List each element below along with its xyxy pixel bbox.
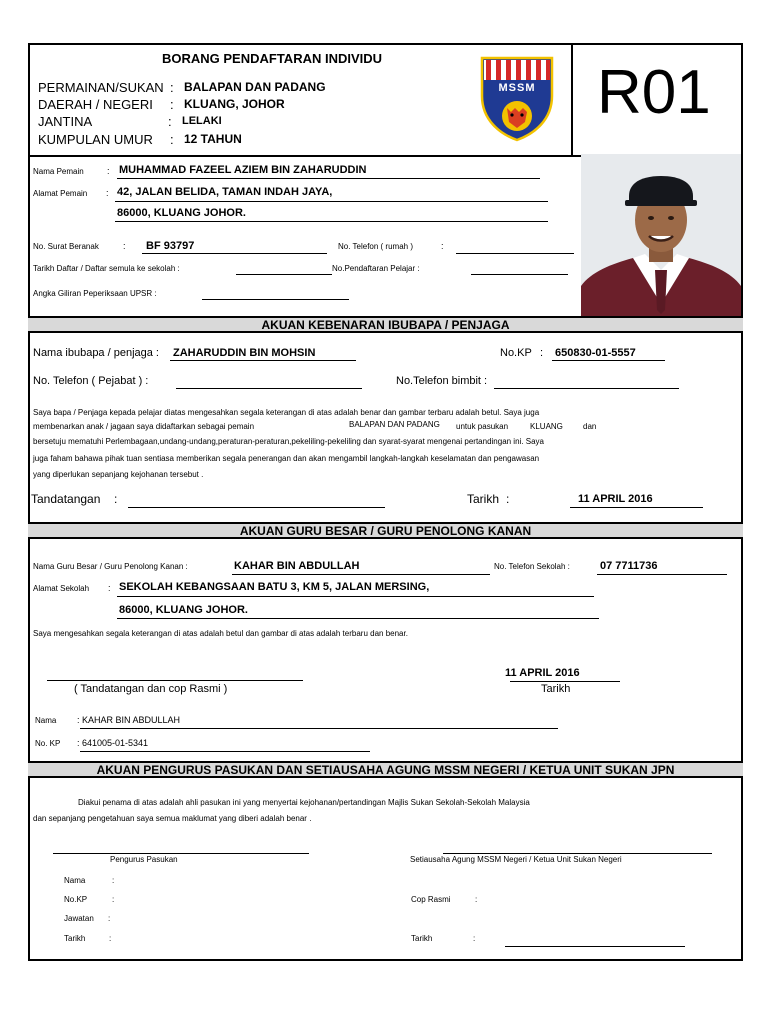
label-head-ic: No. KP bbox=[35, 739, 61, 748]
value-head-nama: : KAHAR BIN ABDULLAH bbox=[77, 715, 181, 725]
underline-school-address-1 bbox=[117, 596, 594, 597]
sep-birth-cert: : bbox=[123, 241, 126, 251]
value-pupil-address-1: 42, JALAN BELIDA, TAMAN INDAH JAYA, bbox=[117, 186, 333, 198]
label-manager-tarikh: Tarikh bbox=[64, 934, 86, 943]
label-manager-jawatan: Jawatan bbox=[64, 914, 94, 923]
sep-manager-tarikh: : bbox=[109, 934, 112, 943]
label-upsr: Angka Giliran Peperiksaan UPSR : bbox=[33, 289, 157, 298]
value-school-address-2: 86000, KLUANG JOHOR. bbox=[119, 604, 248, 616]
sep-pupil-name: : bbox=[107, 166, 110, 176]
underline-office-phone bbox=[176, 388, 362, 389]
parent-declaration-sport: BALAPAN DAN PADANG bbox=[349, 420, 440, 429]
value-head-ic: : 641005-01-5341 bbox=[77, 738, 149, 748]
parent-declaration-line-5: yang diperlukan sepanjang kejohanan tersebut . bbox=[33, 470, 204, 479]
sep-age-group: : bbox=[170, 132, 174, 147]
value-school-address-1: SEKOLAH KEBANGSAAN BATU 3, KM 5, JALAN MERSING, bbox=[119, 581, 430, 593]
underline-head-name bbox=[232, 574, 490, 575]
manager-caption: Pengurus Pasukan bbox=[110, 855, 178, 864]
underline-head-ic bbox=[80, 751, 370, 752]
value-district: KLUANG, JOHOR bbox=[184, 97, 285, 111]
sep-parent-signature: : bbox=[114, 492, 118, 506]
value-pupil-address-2: 86000, KLUANG JOHOR. bbox=[117, 207, 246, 219]
underline-register-date bbox=[236, 274, 332, 275]
value-birth-cert: BF 93797 bbox=[146, 240, 195, 252]
label-secretary-tarikh: Tarikh bbox=[411, 934, 433, 943]
underline-parent-date bbox=[570, 507, 703, 508]
underline-pupil-name bbox=[117, 178, 540, 179]
label-manager-ic: No.KP bbox=[64, 895, 88, 904]
logo-text: MSSM bbox=[498, 82, 536, 94]
code-box-divider bbox=[571, 43, 573, 156]
parent-declaration-line-4: juga faham bahawa pihak tuan sentiasa memberikan segala penerangan dan akan mengambil langkah-langkah keselamatan dan pengawasan bbox=[33, 454, 540, 463]
underline-secretary-tarikh bbox=[505, 946, 685, 947]
form-code: R01 bbox=[597, 58, 711, 127]
value-parent-date: 11 APRIL 2016 bbox=[578, 493, 653, 505]
label-pupil-reg-no: No.Pendaftaran Pelajar : bbox=[332, 264, 420, 273]
sep-home-phone: : bbox=[441, 241, 444, 251]
underline-parent-signature bbox=[128, 507, 385, 508]
parent-declaration-line-2b: untuk pasukan bbox=[456, 422, 509, 431]
sep-parent-date: : bbox=[506, 492, 510, 506]
sep-manager-nama: : bbox=[112, 876, 115, 885]
section-bar-manager: AKUAN PENGURUS PASUKAN DAN SETIAUSAHA AGUNG MSSM NEGERI / KETUA UNIT SUKAN JPN bbox=[28, 761, 743, 778]
label-head-nama: Nama bbox=[35, 716, 57, 725]
value-sport: BALAPAN DAN PADANG bbox=[184, 80, 326, 94]
value-parent-ic: 650830-01-5557 bbox=[555, 347, 636, 359]
value-age-group: 12 TAHUN bbox=[184, 132, 242, 146]
underline-address-2 bbox=[115, 221, 548, 222]
sep-school-address: : bbox=[108, 583, 111, 593]
label-parent-name: Nama ibubapa / penjaga : bbox=[33, 347, 159, 359]
sep-manager-jawatan: : bbox=[108, 914, 111, 923]
value-head-name: KAHAR BIN ABDULLAH bbox=[234, 560, 360, 572]
pupil-photo bbox=[581, 154, 741, 316]
label-head-name: Nama Guru Besar / Guru Penolong Kanan : bbox=[33, 562, 188, 571]
label-school-phone: No. Telefon Sekolah : bbox=[494, 562, 570, 571]
sep-parent-ic: : bbox=[540, 347, 544, 359]
label-birth-cert: No. Surat Beranak bbox=[33, 242, 99, 251]
underline-secretary-signature bbox=[443, 853, 712, 854]
label-gender: JANTINA bbox=[38, 114, 93, 129]
label-mobile: No.Telefon bimbit : bbox=[396, 375, 488, 387]
underline-address-1 bbox=[115, 201, 548, 202]
label-pupil-name: Nama Pemain bbox=[33, 167, 84, 176]
sep-pupil-address: : bbox=[106, 188, 109, 198]
manager-declaration-line-1: Diakui penama di atas adalah ahli pasukan ini yang menyertai kejohanan/pertandingan Majlis Sukan Sekolah-Sekolah Malaysia bbox=[78, 798, 530, 807]
parent-declaration-line-3: bersetuju mematuhi Perlembagaan,undang-undang,peraturan-peraturan,pekeliling-pekeliling dan syarat-syarat mengenai pertandingan ini. Saya bbox=[33, 437, 544, 446]
underline-school-address-2 bbox=[117, 618, 599, 619]
underline-home-phone bbox=[456, 253, 574, 254]
underline-school-phone bbox=[597, 574, 727, 575]
underline-pupil-reg-no bbox=[471, 274, 568, 275]
parent-declaration-line-2a: membenarkan anak / jagaan saya didaftarkan sebagai pemain bbox=[33, 422, 255, 431]
underline-parent-ic bbox=[552, 360, 665, 361]
label-parent-date: Tarikh bbox=[467, 492, 500, 506]
label-secretary-cop: Cop Rasmi bbox=[411, 895, 451, 904]
underline-parent-name bbox=[170, 360, 356, 361]
label-parent-ic: No.KP bbox=[500, 347, 532, 359]
parent-declaration-line-1: Saya bapa / Penjaga kepada pelajar diatas mengesahkan segala keterangan di atas adalah benar dan gambar terbaru adalah betul. Saya juga bbox=[33, 408, 540, 417]
head-signature-caption: ( Tandatangan dan cop Rasmi ) bbox=[74, 683, 228, 695]
mssm-shield-icon bbox=[480, 56, 554, 142]
underline-head-nama bbox=[80, 728, 558, 729]
value-gender: LELAKI bbox=[182, 115, 222, 127]
label-home-phone: No. Telefon ( rumah ) bbox=[338, 242, 413, 251]
underline-upsr bbox=[202, 299, 349, 300]
section-bar-parent: AKUAN KEBENARAN IBUBAPA / PENJAGA bbox=[28, 316, 743, 333]
label-register-date: Tarikh Daftar / Daftar semula ke sekolah : bbox=[33, 264, 180, 273]
form-title: BORANG PENDAFTARAN INDIVIDU bbox=[162, 51, 383, 66]
label-district: DAERAH / NEGERI bbox=[38, 97, 153, 112]
underline-head-signature bbox=[47, 680, 303, 681]
label-parent-signature: Tandatangan bbox=[31, 492, 101, 506]
section-bar-headmaster: AKUAN GURU BESAR / GURU PENOLONG KANAN bbox=[28, 522, 743, 539]
label-sport: PERMAINAN/SUKAN bbox=[38, 80, 164, 95]
underline-birth-cert bbox=[142, 253, 327, 254]
mssm-logo bbox=[480, 56, 554, 142]
label-office-phone: No. Telefon ( Pejabat ) : bbox=[33, 375, 149, 387]
label-manager-nama: Nama bbox=[64, 876, 86, 885]
label-age-group: KUMPULAN UMUR bbox=[38, 132, 153, 147]
label-pupil-address: Alamat Pemain bbox=[33, 189, 88, 198]
label-school-address: Alamat Sekolah bbox=[33, 584, 90, 593]
sep-sport: : bbox=[170, 80, 174, 95]
manager-declaration-line-2: dan sepanjang pengetahuan saya semua maklumat yang diberi adalah benar . bbox=[33, 814, 312, 823]
value-pupil-name: MUHAMMAD FAZEEL AZIEM BIN ZAHARUDDIN bbox=[119, 164, 367, 176]
parent-declaration-team: KLUANG bbox=[530, 422, 563, 431]
underline-head-date bbox=[510, 681, 620, 682]
parent-declaration-line-2c: dan bbox=[583, 422, 597, 431]
pupil-portrait-icon bbox=[581, 154, 741, 316]
value-parent-name: ZAHARUDDIN BIN MOHSIN bbox=[173, 347, 316, 359]
head-date-caption: Tarikh bbox=[541, 683, 571, 695]
underline-mobile bbox=[494, 388, 679, 389]
sep-manager-ic: : bbox=[112, 895, 115, 904]
sep-secretary-cop: : bbox=[475, 895, 478, 904]
sep-secretary-tarikh: : bbox=[473, 934, 476, 943]
sep-gender: : bbox=[168, 114, 172, 129]
value-school-phone: 07 7711736 bbox=[600, 560, 658, 572]
value-head-date: 11 APRIL 2016 bbox=[505, 667, 580, 679]
underline-manager-signature bbox=[53, 853, 309, 854]
sep-district: : bbox=[170, 97, 174, 112]
head-declaration: Saya mengesahkan segala keterangan di atas adalah betul dan gambar di atas adalah terbaru dan benar. bbox=[33, 629, 408, 638]
secretary-caption: Setiausaha Agung MSSM Negeri / Ketua Unit Sukan Negeri bbox=[410, 855, 622, 864]
